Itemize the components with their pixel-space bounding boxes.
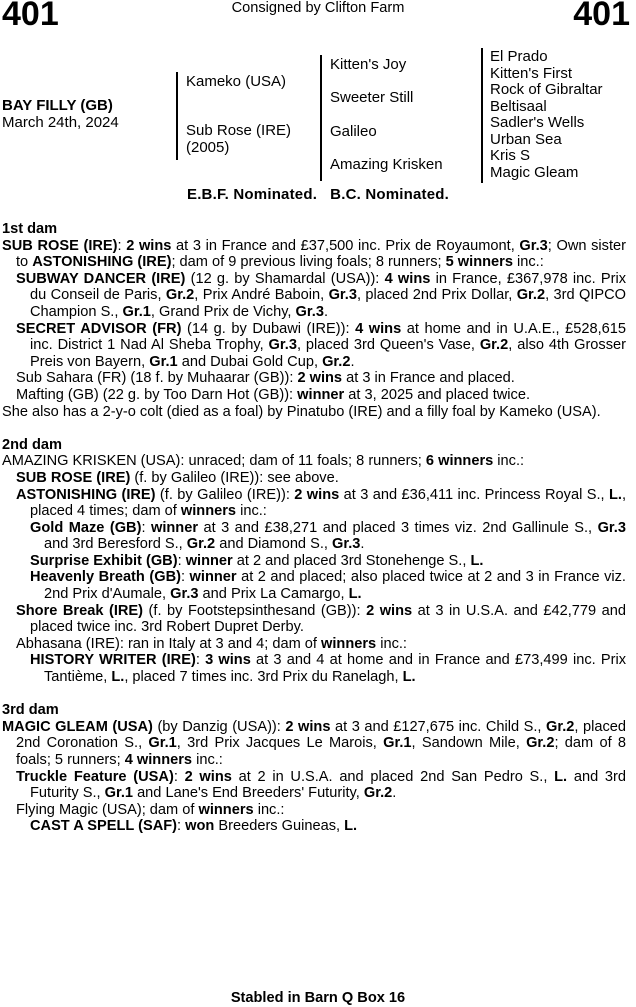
grade: L. xyxy=(470,552,484,569)
third-dam-heading: 3rd dam xyxy=(2,702,59,719)
horse-name: Gold Maze (GB) xyxy=(30,519,142,536)
text: and 3rd Beresford S., xyxy=(44,536,187,553)
pedigree-bracket-2 xyxy=(320,55,322,181)
horse-name: SUBWAY DANCER (IRE) xyxy=(16,270,186,287)
nominations: E.B.F. Nominated. B.C. Nominated. xyxy=(186,186,450,203)
text: inc.: xyxy=(376,635,407,652)
text: at 2 and placed; also placed twice at 2 and 3 in France viz. 2nd Prix d'Aumale, xyxy=(44,569,626,603)
horse-foaled: March 24th, 2024 xyxy=(2,114,119,131)
grade: Gr.2 xyxy=(526,735,555,752)
grade: L. xyxy=(402,669,416,686)
text: . xyxy=(392,785,397,802)
pedigree-g3-4: Beltisaal xyxy=(490,97,547,115)
text: . xyxy=(323,303,329,320)
wins: 2 wins xyxy=(297,370,343,387)
horse-name: SUB ROSE (IRE) xyxy=(2,237,118,254)
text: (by Danzig (USA)): xyxy=(152,718,286,735)
text: inc.: xyxy=(253,801,285,818)
pedigree-g3-3: Rock of Gibraltar xyxy=(490,81,603,98)
produce-flying-magic xyxy=(2,802,626,819)
pedigree-g3-6: Urban Sea xyxy=(490,130,562,148)
produce-history-writer xyxy=(2,652,626,685)
text: at 3 in France and placed. xyxy=(342,370,515,387)
pedigree-dam: Sub Rose (IRE) xyxy=(186,122,292,139)
first-dam-heading: 1st dam xyxy=(2,221,58,237)
pedigree-g3-1: El Prado xyxy=(490,48,548,65)
grade: Gr.2 xyxy=(546,718,575,735)
text: , 3rd Prix Jacques Le Marois, xyxy=(176,735,384,752)
text: : xyxy=(177,552,186,569)
first-dam-entry xyxy=(2,238,626,271)
horse-name: HISTORY WRITER (IRE) xyxy=(30,652,196,669)
text: at 3 and £36,411 inc. Princess Royal S., xyxy=(339,486,609,503)
text: at 3 and £38,271 and placed 3 times viz. 2nd Gallinule S., xyxy=(198,519,598,536)
grade: Gr.3 xyxy=(268,337,297,354)
text: , 3rd QIPCO Champion S., xyxy=(30,287,626,320)
grade: Gr.2 xyxy=(186,536,216,553)
text: : xyxy=(180,569,190,586)
stabling-footer: Stabled in Barn Q Box 16 xyxy=(230,990,406,1006)
produce-truckle-feature xyxy=(2,769,626,802)
grade: Gr.3 xyxy=(170,586,199,603)
produce-cast-a-spell xyxy=(2,818,626,835)
text: at 3, 2025 and placed twice. xyxy=(344,386,530,403)
wins: 2 wins xyxy=(285,718,331,735)
horse-name: Truckle Feature (USA) xyxy=(16,768,174,785)
produce-abhasana xyxy=(2,636,626,653)
horse-name: ASTONISHING (IRE) xyxy=(16,486,156,503)
text: at 3 and £127,675 inc. Child S., xyxy=(330,718,546,735)
produce-mafting xyxy=(2,387,626,404)
pedigree-dam-sire: Galileo xyxy=(330,123,377,140)
third-dam-entry xyxy=(2,719,626,769)
pedigree-bracket-3 xyxy=(481,48,483,183)
catalogue-body xyxy=(2,221,626,835)
produce-secret-advisor xyxy=(2,321,626,371)
grade: Gr.2 xyxy=(516,287,546,304)
text: inc.: xyxy=(192,752,223,768)
text: , Grand Prix de Vichy, xyxy=(150,303,296,320)
text: at 2 and placed 3rd Stonehenge S., xyxy=(232,552,471,569)
pedigree-sire-sire: Kitten's Joy xyxy=(330,56,407,73)
pedigree-sire-dam: Sweeter Still xyxy=(330,89,414,106)
pedigree-dam-year: (2005) xyxy=(186,139,230,156)
text: Sub Sahara (FR) (18 f. by Muhaarar (GB)): xyxy=(16,370,298,387)
winners: 6 winners xyxy=(425,453,494,470)
winner: won xyxy=(185,818,215,835)
text: at 3 and 4 at home and in France and £73,499 inc. Prix Tantième, xyxy=(44,652,627,686)
text: and 3rd Futurity S., xyxy=(30,768,627,802)
wins: 2 wins xyxy=(366,602,413,619)
text: at 2 in U.S.A. and placed 2nd San Pedro S., xyxy=(231,768,555,785)
text: , placed 4 times; dam of xyxy=(30,486,626,520)
horse-name: ASTONISHING (IRE) xyxy=(32,254,172,271)
text: inc.: xyxy=(236,503,267,520)
winners: winners xyxy=(321,635,377,652)
winners: winners xyxy=(180,503,237,520)
grade: Gr.2 xyxy=(479,337,509,354)
horse-name: Shore Break (IRE) xyxy=(16,602,144,619)
second-dam-entry xyxy=(2,453,626,470)
text: Mafting (GB) (22 g. by Too Darn Hot (GB)): xyxy=(16,386,298,403)
second-dam-heading: 2nd dam xyxy=(2,436,63,453)
produce-subway-dancer xyxy=(2,271,626,321)
text: and Prix La Camargo, xyxy=(198,586,349,603)
text: : xyxy=(195,652,206,669)
grade: L. xyxy=(111,669,125,686)
text: , Prix André Baboin, xyxy=(194,287,329,304)
pedigree-dam-dam: Amazing Krisken xyxy=(330,156,443,173)
text: (14 g. by Dubawi (IRE)): xyxy=(181,320,356,337)
text: (12 g. by Shamardal (USA)): xyxy=(185,270,385,287)
horse-name: SUB ROSE (IRE) xyxy=(16,469,131,486)
grade: Gr.3 xyxy=(519,237,548,254)
winners: 4 winners xyxy=(124,752,193,768)
grade: L. xyxy=(348,586,362,603)
grade: Gr.2 xyxy=(322,353,351,370)
wins: 2 wins xyxy=(126,237,172,254)
text: ; dam of 9 previous living foals; 8 runners; xyxy=(171,254,446,271)
wins: 3 wins xyxy=(205,652,251,669)
winner: winner xyxy=(185,552,233,569)
text: , placed 2nd Prix Dollar, xyxy=(356,287,517,304)
text: at 3 in U.S.A. and £42,779 and placed twice inc. 3rd Robert Dupret Derby. xyxy=(30,602,627,636)
text: and Dubai Gold Cup, xyxy=(177,353,323,370)
winners: 5 winners xyxy=(445,254,513,271)
text: , also 4th Grosser Preis von Bayern, xyxy=(30,337,626,370)
winner: winner xyxy=(189,569,237,586)
wins: 4 wins xyxy=(384,270,431,287)
grade: Gr.2 xyxy=(165,287,195,304)
grade: Gr.3 xyxy=(328,287,357,304)
text: , Sandown Mile, xyxy=(411,735,527,752)
text: ; Own sister to xyxy=(16,237,627,271)
lot-number-left: 401 xyxy=(2,0,59,33)
text: (f. by Galileo (IRE)): xyxy=(155,486,295,503)
horse-name: Surprise Exhibit (GB) xyxy=(30,552,178,569)
grade: L. xyxy=(608,486,622,503)
horse-name: CAST A SPELL (SAF) xyxy=(30,818,178,835)
text: . xyxy=(360,536,365,553)
text: : xyxy=(141,519,151,536)
wins: 4 wins xyxy=(355,320,402,337)
grade: Gr.3 xyxy=(295,303,324,320)
winners: winners xyxy=(198,801,254,818)
produce-sub-rose xyxy=(2,470,626,487)
text: , placed 2nd Coronation S., xyxy=(16,718,626,752)
text: in France, £367,978 inc. Prix du Conseil de Paris, xyxy=(30,270,626,304)
grade: Gr.1 xyxy=(148,735,177,752)
grade: L. xyxy=(554,768,568,785)
winner: winner xyxy=(297,386,345,403)
grade: Gr.1 xyxy=(383,735,412,752)
wins: 2 wins xyxy=(294,486,340,503)
text: (f. by Galileo (IRE)): see above. xyxy=(130,469,339,486)
grade: Gr.2 xyxy=(363,785,393,802)
horse-name: SECRET ADVISOR (FR) xyxy=(16,320,182,337)
text: Breeders Guineas, xyxy=(214,818,345,835)
text: (f. by Footstepsinthesand (GB)): xyxy=(143,602,367,619)
text: . xyxy=(350,353,355,370)
text: inc.: xyxy=(512,254,544,271)
text: Abhasana (IRE): ran in Italy at 3 and 4; dam of xyxy=(16,635,322,652)
horse-name: MAGIC GLEAM (USA) xyxy=(2,718,153,735)
horse-name: BAY FILLY (GB) xyxy=(2,97,113,114)
produce-astonishing xyxy=(2,487,626,520)
pedigree-bracket-1 xyxy=(176,72,178,160)
text: and Lane's End Breeders' Futurity, xyxy=(133,785,364,802)
text: at 3 in France and £37,500 inc. Prix de Royaumont, xyxy=(171,237,520,254)
text: and Diamond S., xyxy=(215,536,333,553)
text: , placed 3rd Queen's Vase, xyxy=(296,337,480,354)
wins: 2 wins xyxy=(184,768,232,785)
grade: Gr.1 xyxy=(104,785,134,802)
text: inc.: xyxy=(493,453,525,470)
produce-also: She also has a 2-y-o colt (died as a foal) by Pinatubo (IRE) and a filly foal by Kameko (USA). xyxy=(2,403,601,420)
pedigree-g3-7: Kris S xyxy=(490,147,531,164)
pedigree-sire: Kameko (USA) xyxy=(186,73,287,90)
consignor: Consigned by Clifton Farm xyxy=(231,0,405,16)
text: at home and in U.A.E., £528,615 inc. District 1 Nad Al Sheba Trophy, xyxy=(30,320,626,354)
grade: Gr.3 xyxy=(597,519,626,536)
grade: Gr.1 xyxy=(149,353,178,370)
text: : xyxy=(177,818,186,835)
text: ; dam of 8 foals; 5 runners; xyxy=(16,735,627,768)
pedigree-g3-2: Kitten's First xyxy=(490,64,573,82)
text: , placed 7 times inc. 3rd Prix du Ranelagh, xyxy=(124,669,403,686)
text: Flying Magic (USA); dam of xyxy=(16,801,199,818)
lot-number-right: 401 xyxy=(573,0,630,33)
winner: winner xyxy=(150,519,198,536)
grade: Gr.3 xyxy=(332,536,361,553)
produce-surprise-exhibit xyxy=(2,553,626,570)
grade: L. xyxy=(344,818,358,835)
pedigree-g3-5: Sadler's Wells xyxy=(490,114,585,131)
text: AMAZING KRISKEN (USA): unraced; dam of 11 foals; 8 runners; xyxy=(2,453,426,470)
produce-shore-break xyxy=(2,603,626,636)
pedigree-g3-8: Magic Gleam xyxy=(490,163,579,181)
produce-heavenly-breath xyxy=(2,569,626,602)
horse-name: Heavenly Breath (GB) xyxy=(30,569,181,586)
grade: Gr.1 xyxy=(122,303,151,320)
produce-gold-maze xyxy=(2,520,626,553)
produce-sub-sahara xyxy=(2,370,626,387)
text: : xyxy=(117,237,127,254)
text: : xyxy=(173,768,185,785)
